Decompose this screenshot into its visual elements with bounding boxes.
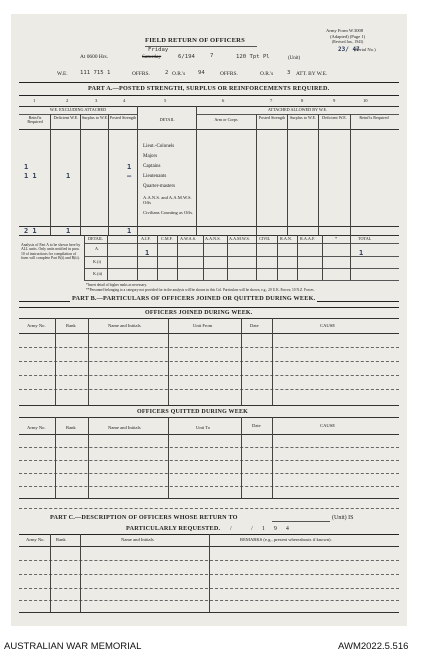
date-blank: / /194 bbox=[230, 526, 298, 532]
table-rule bbox=[19, 129, 399, 130]
rank-label: Majors bbox=[143, 154, 158, 159]
ors2-label: O.R.'s bbox=[260, 71, 274, 77]
part-c-header: REMARKS (e.g., present whereabouts if known). bbox=[240, 537, 332, 542]
col-divider bbox=[80, 534, 81, 612]
analysis-note: Analysis of Part A to be shown here by ALL units. Only units notified in para. 10 of instructions for compilation of form will complete Part B(i) and B(ii). bbox=[21, 243, 81, 260]
divider bbox=[19, 307, 399, 308]
rank-label: A.A.N.S. and A.A.M.W.S. Offs bbox=[143, 195, 192, 206]
joined-header: Army No. bbox=[27, 323, 46, 328]
col-number: 9 bbox=[333, 98, 336, 103]
year-value: 7 bbox=[210, 53, 214, 59]
part-c-title: PART C.—DESCRIPTION OF OFFICERS WHOSE RETURN TO bbox=[50, 514, 238, 521]
captains-reinf: 1 bbox=[24, 163, 29, 171]
date-value: 6/194 bbox=[178, 54, 195, 60]
col-number: 10 bbox=[363, 98, 368, 103]
col-header: Reinf'ts Required bbox=[27, 115, 43, 125]
table-rule bbox=[19, 333, 399, 334]
joined-header: Unit From bbox=[193, 323, 213, 328]
quitted-header: Army No. bbox=[27, 425, 46, 430]
analysis-header: CIVIL bbox=[259, 236, 271, 241]
we-label: W.E. bbox=[57, 71, 68, 77]
col-number: 5 bbox=[164, 98, 167, 103]
joined-header: Rank bbox=[66, 323, 76, 328]
joined-header: Date bbox=[250, 323, 259, 328]
ors-label: O.R.'s bbox=[172, 71, 186, 77]
col-divider bbox=[50, 534, 51, 612]
row-line bbox=[19, 347, 399, 348]
joined-header: CAUSE bbox=[320, 323, 336, 328]
col-divider bbox=[55, 318, 56, 405]
offrs-label: OFFRS. bbox=[132, 71, 150, 77]
col-number: 4 bbox=[123, 98, 126, 103]
col-divider bbox=[227, 235, 228, 280]
table-rule bbox=[84, 243, 399, 244]
col-divider bbox=[168, 318, 169, 405]
lieut-posted: – bbox=[127, 172, 132, 180]
perforation bbox=[19, 508, 399, 509]
rank-label: Civilians Counting as Offs. bbox=[143, 210, 194, 215]
footnote: *Insert detail of higher ranks as necessary. bbox=[86, 283, 147, 287]
col-divider bbox=[350, 235, 351, 280]
col-header: Posted Strength bbox=[109, 115, 137, 120]
totals-rule bbox=[19, 226, 399, 227]
analysis-aif-value: 1 bbox=[145, 249, 150, 257]
col-header: Surplus to W.E. bbox=[81, 115, 109, 120]
we-value: 111 715 1 bbox=[80, 70, 111, 76]
footer-accession: AWM2022.5.516 bbox=[338, 641, 409, 652]
col-divider bbox=[272, 417, 273, 498]
joined-title: OFFICERS JOINED DURING WEEK. bbox=[145, 310, 253, 316]
col-divider bbox=[137, 106, 138, 235]
col-divider bbox=[80, 114, 81, 235]
ors-value: 94 bbox=[198, 70, 205, 76]
quitted-header: Name and Initials bbox=[108, 425, 141, 430]
quitted-title: OFFICERS QUITTED DURING WEEK bbox=[137, 409, 249, 415]
col-divider bbox=[322, 235, 323, 280]
analysis-header: TOTAL bbox=[358, 236, 372, 241]
rank-label: Quarter-masters bbox=[143, 184, 176, 189]
col-divider bbox=[55, 417, 56, 498]
col-divider bbox=[272, 318, 273, 405]
divider bbox=[19, 82, 399, 83]
col-header: Posted Strength bbox=[258, 115, 286, 120]
col-divider bbox=[209, 534, 210, 612]
col-number: 1 bbox=[33, 98, 36, 103]
part-c-header: Name and Initials bbox=[121, 537, 154, 542]
col-number: 2 bbox=[66, 98, 69, 103]
col-divider bbox=[318, 114, 319, 235]
row-line bbox=[19, 460, 399, 461]
part-a-rule bbox=[19, 95, 399, 96]
part-c-header: Army No. bbox=[26, 537, 45, 542]
col-divider bbox=[256, 235, 257, 280]
col-divider bbox=[84, 235, 85, 280]
col-divider bbox=[177, 235, 178, 280]
col-divider bbox=[137, 235, 138, 280]
unit-blank bbox=[272, 521, 330, 522]
col-divider bbox=[108, 114, 109, 235]
row-line bbox=[19, 361, 399, 362]
total-deficient: 1 bbox=[66, 227, 71, 235]
analysis-row-label: K.(ii) bbox=[93, 271, 103, 276]
footnote: **Personnel belonging to a category not provided for in the analysis will be shown in this Col. Particulars will be shown, e.g., 20 U.K. Forces; 10 N.Z. Forces. bbox=[86, 288, 315, 292]
ors2-value: 3 bbox=[287, 70, 291, 76]
row-line bbox=[19, 473, 399, 474]
day-typed: Friday bbox=[148, 47, 169, 53]
analysis-row-label: A. bbox=[95, 246, 100, 251]
att-label: ATT. BY W.E. bbox=[296, 71, 328, 77]
detail-label: DETAIL bbox=[88, 236, 103, 241]
row-line bbox=[19, 447, 399, 448]
analysis-header: R.A.N. bbox=[280, 236, 292, 241]
rank-label: Captains bbox=[143, 164, 161, 169]
col-divider bbox=[350, 114, 351, 235]
analysis-header: R.A.A.F. bbox=[300, 236, 316, 241]
row-line bbox=[19, 375, 399, 376]
rank-label: Lieutenants bbox=[143, 174, 167, 179]
quitted-header: Unit To bbox=[196, 425, 211, 430]
analysis-header: * bbox=[335, 236, 338, 241]
col-header: DETAIL bbox=[159, 117, 175, 122]
col-divider bbox=[107, 235, 108, 280]
total-reinf: 2 1 bbox=[24, 227, 37, 235]
table-rule bbox=[84, 280, 399, 281]
attached-allowed-header: ATTACHED ALLOWED BY W.E. bbox=[267, 107, 328, 112]
part-b-title: PART B.—PARTICULARS OF OFFICERS JOINED OR QUITTED DURING WEEK. bbox=[72, 295, 316, 302]
day-printed: Saturday bbox=[142, 54, 162, 60]
col-header: Surplus to W.E. bbox=[289, 115, 317, 120]
we-excluding-header: W.E. EXCLUDING ATTACHED bbox=[49, 107, 107, 112]
part-c-unit-label: (Unit) IS bbox=[332, 515, 354, 521]
table-rule bbox=[19, 498, 399, 499]
col-number: 7 bbox=[270, 98, 273, 103]
unit-value: 120 Tpt Pl bbox=[236, 54, 270, 60]
col-header: Deficient W.E. bbox=[53, 115, 79, 120]
col-divider bbox=[256, 114, 257, 235]
offrs2-label: OFFRS. bbox=[220, 71, 238, 77]
lieut-reinf: 1 1 bbox=[24, 172, 37, 180]
part-a-title: PART A.—POSTED STRENGTH, SURPLUS OR REINFORCEMENTS REQUIRED. bbox=[88, 85, 330, 92]
revised-note: (Revised Jan., 1943) bbox=[332, 40, 364, 44]
col-divider bbox=[88, 318, 89, 405]
total-posted: 1 bbox=[127, 227, 132, 235]
analysis-header: A.W.A.S. bbox=[180, 236, 197, 241]
form-title: FIELD RETURN OF OFFICERS bbox=[145, 37, 245, 44]
col-header: Arm or Corps bbox=[214, 117, 238, 122]
part-c-header: Rank bbox=[56, 537, 66, 542]
col-divider bbox=[241, 417, 242, 498]
quitted-header: CAUSE bbox=[320, 423, 336, 428]
captains-posted: 1 bbox=[127, 163, 132, 171]
row-line bbox=[19, 486, 399, 487]
rank-label: Lieut.-Colonels bbox=[143, 144, 175, 149]
col-header: Deficient W.E. bbox=[322, 115, 347, 120]
at-hours-label: At 0600 Hrs. bbox=[80, 54, 109, 60]
serial-value: 23/ 47 bbox=[338, 46, 360, 53]
quitted-header: Rank bbox=[66, 425, 76, 430]
joined-header: Name and Initials bbox=[108, 323, 141, 328]
col-number: 3 bbox=[95, 98, 98, 103]
row-line bbox=[19, 389, 399, 390]
lieut-deficient: 1 bbox=[66, 172, 71, 180]
offrs-value: 2 bbox=[165, 70, 169, 76]
serial-label: (Serial No.) bbox=[354, 47, 376, 52]
col-number: 8 bbox=[301, 98, 304, 103]
adapted-note: (Adapted) (Page 1) bbox=[330, 34, 366, 39]
table-rule bbox=[19, 434, 399, 435]
table-rule bbox=[19, 318, 399, 319]
table-rule bbox=[19, 417, 399, 418]
col-divider bbox=[241, 318, 242, 405]
table-rule bbox=[84, 256, 399, 257]
table-rule bbox=[84, 268, 399, 269]
unit-label: (Unit) bbox=[288, 56, 301, 61]
analysis-header: C.M.F. bbox=[161, 236, 173, 241]
col-divider bbox=[196, 106, 197, 235]
table-rule bbox=[19, 405, 399, 406]
col-number: 6 bbox=[222, 98, 225, 103]
col-divider bbox=[203, 235, 204, 280]
col-divider bbox=[168, 417, 169, 498]
table-rule bbox=[19, 612, 399, 613]
footer-institution: AUSTRALIAN WAR MEMORIAL bbox=[4, 641, 142, 652]
analysis-total-value: 1 bbox=[359, 249, 364, 257]
analysis-row-label: K.(i) bbox=[93, 259, 102, 264]
analysis-header: A.A.M.W.S. bbox=[229, 236, 250, 241]
analysis-header: A.A.N.S. bbox=[205, 236, 221, 241]
quitted-header: Date bbox=[252, 423, 261, 428]
army-form-number: Army Form W.3008 bbox=[326, 28, 364, 33]
analysis-header: A.I.F. bbox=[141, 236, 151, 241]
col-divider bbox=[50, 114, 51, 235]
col-divider bbox=[297, 235, 298, 280]
col-divider bbox=[157, 235, 158, 280]
col-divider bbox=[88, 417, 89, 498]
part-c-subtitle: PARTICULARLY REQUESTED. bbox=[126, 525, 221, 532]
col-divider bbox=[277, 235, 278, 280]
col-header: Reinf'ts Required bbox=[359, 115, 389, 120]
col-divider bbox=[287, 114, 288, 235]
